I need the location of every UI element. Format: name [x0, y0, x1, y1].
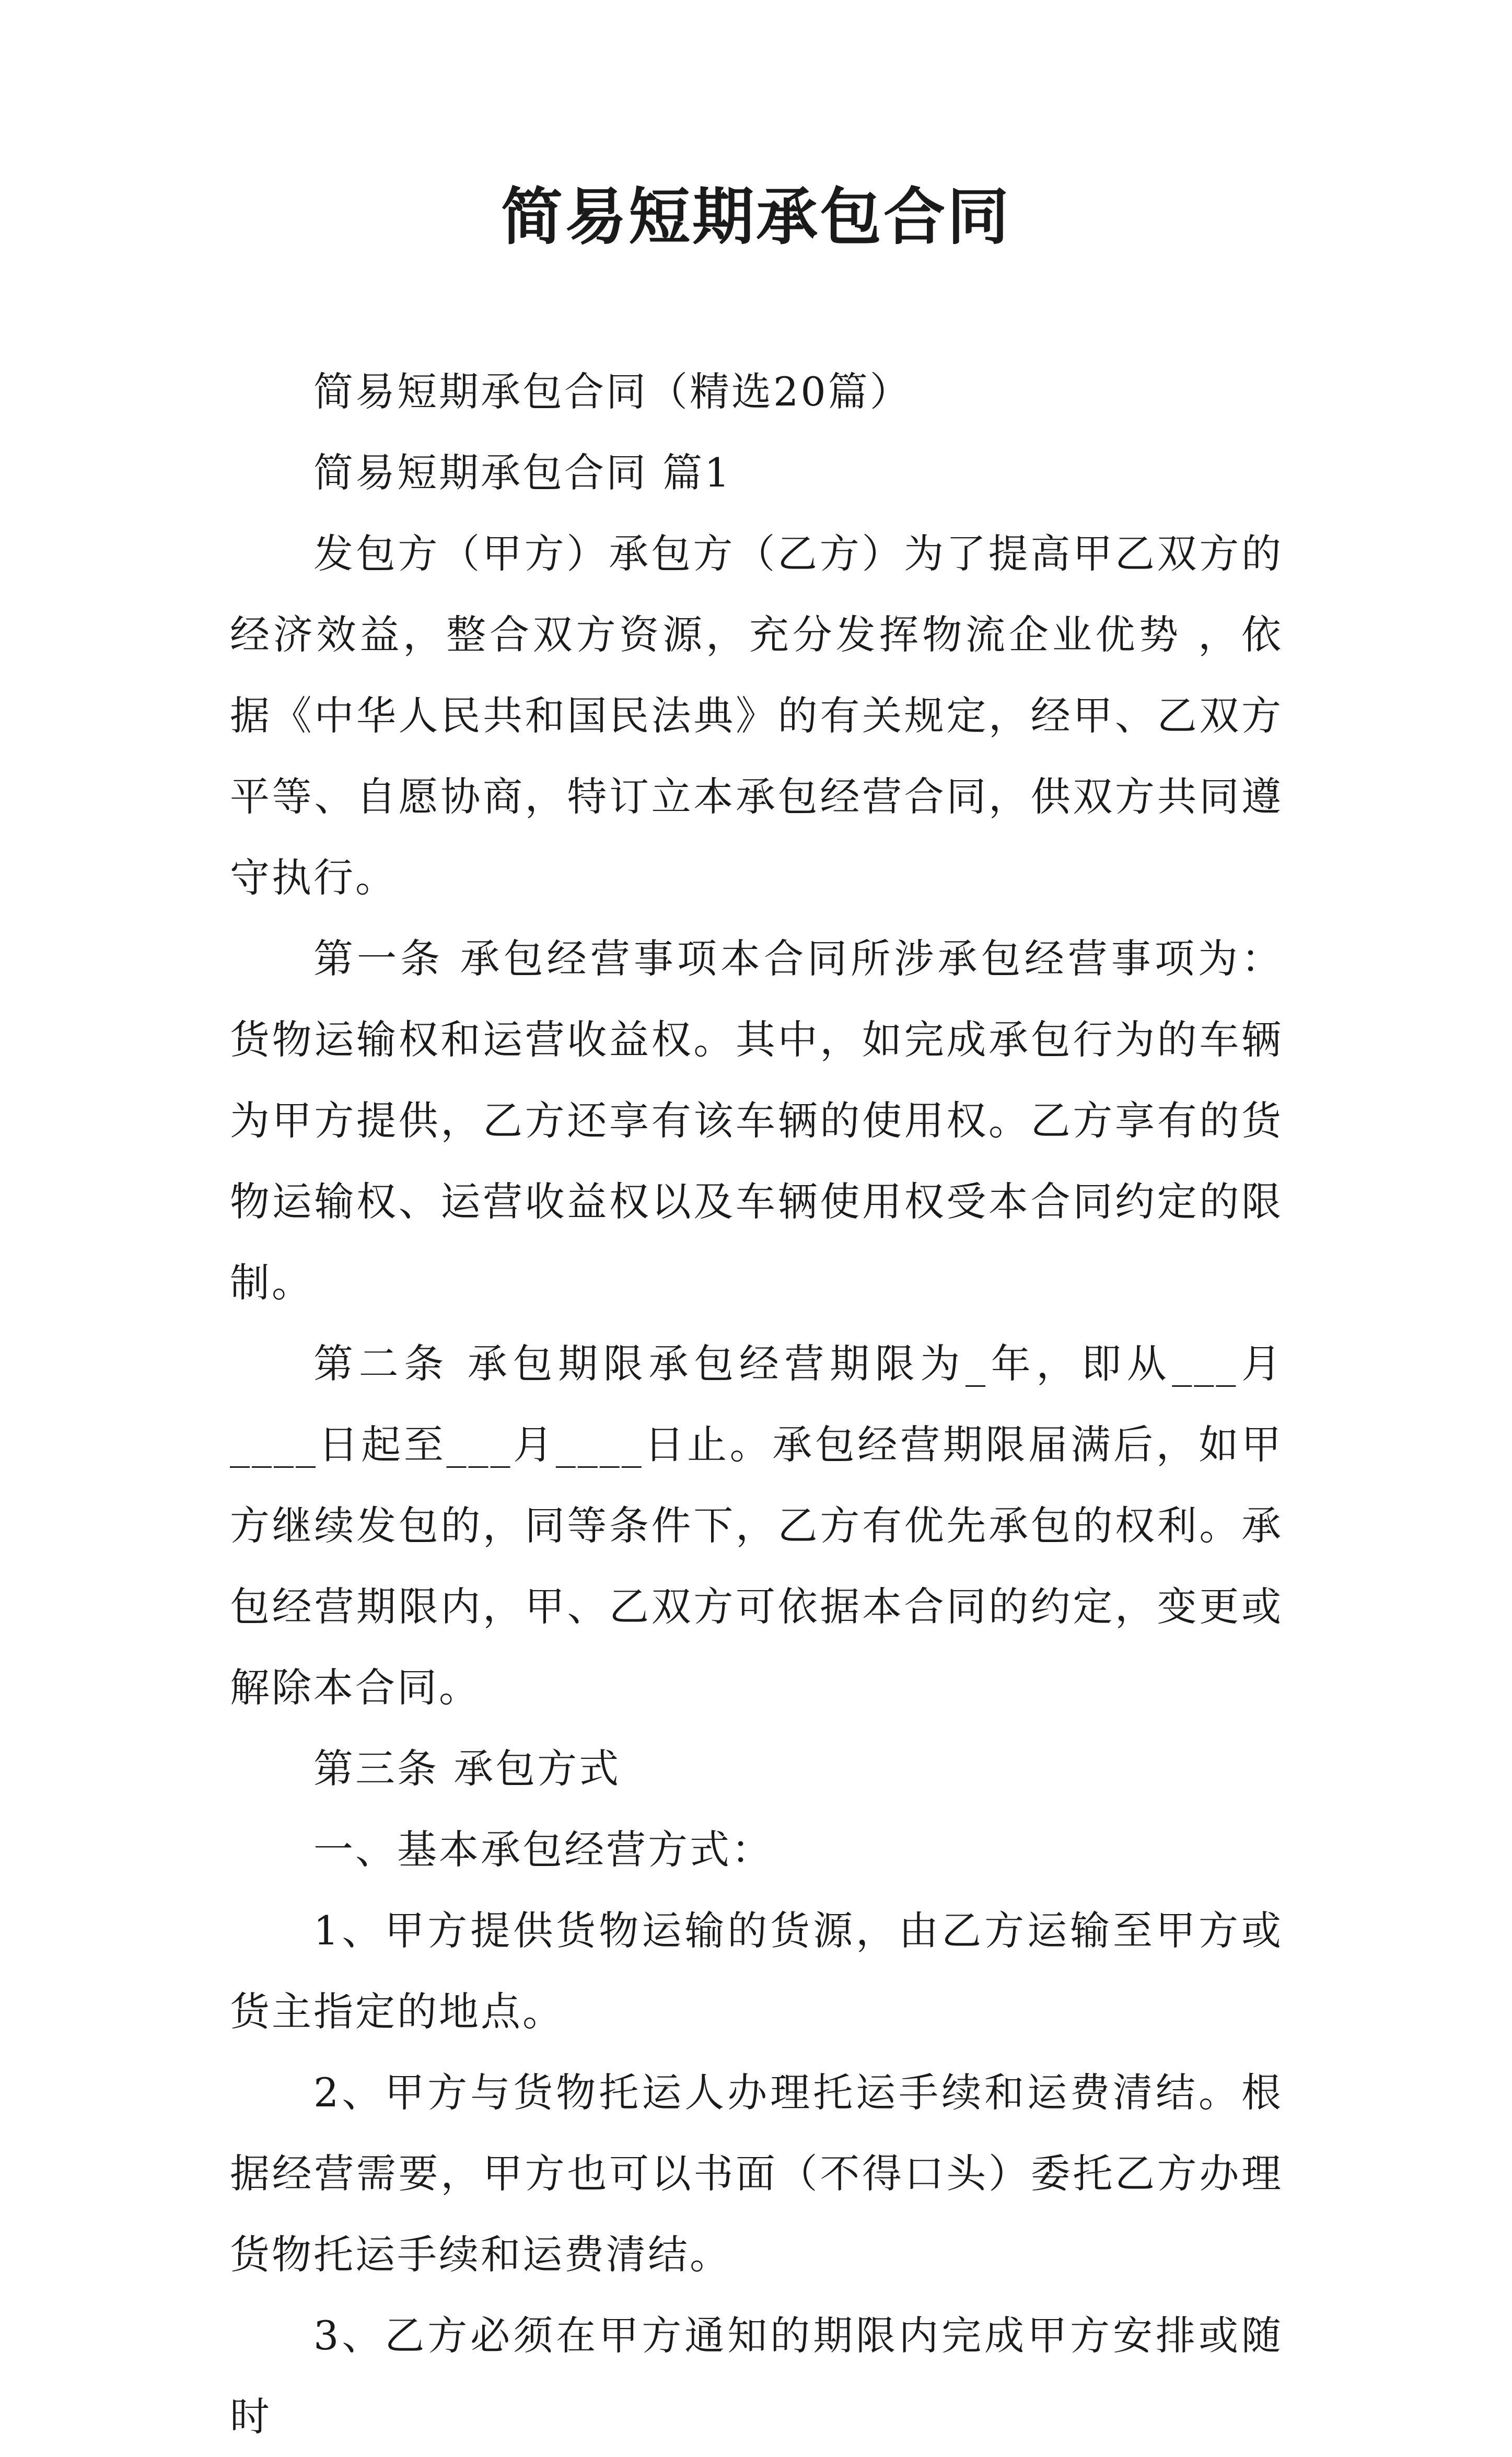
paragraph-item-3: 3、乙方必须在甲方通知的期限内完成甲方安排或随时	[230, 2312, 1283, 2440]
paragraph-article-3-heading: 第三条 承包方式	[313, 1745, 621, 1792]
paragraph-section-title: 简易短期承包合同 篇1	[313, 449, 732, 496]
paragraph-basic-method-heading: 一、基本承包经营方式：	[313, 1826, 773, 1873]
paragraph-preamble: 发包方（甲方）承包方（乙方）为了提高甲乙双方的经济效益，整合双方资源，充分发挥物流企业优势 ，依据《中华人民共和国民法典》的有关规定，经甲、乙双方平等、自愿协商，特订立本承包经营合同，供双方共同遵守执行。	[230, 530, 1283, 901]
paragraph-article-2: 第二条 承包期限承包经营期限为_年，即从___月____日起至___月____日止。承包经营期限届满后，如甲方继续发包的，同等条件下，乙方有优先承包的权利。承包经营期限内，甲、乙双方可依据本合同的约定，变更或解除本合同。	[230, 1340, 1283, 1711]
paragraph-item-2: 2、甲方与货物托运人办理托运手续和运费清结。根据经营需要，甲方也可以书面（不得口头）委托乙方办理货物托运手续和运费清结。	[230, 2069, 1283, 2278]
document-body	[230, 351, 1283, 2457]
paragraph-item-1: 1、甲方提供货物运输的货源，由乙方运输至甲方或货主指定的地点。	[230, 1907, 1283, 2035]
paragraph-article-1: 第一条 承包经营事项本合同所涉承包经营事项为：货物运输权和运营收益权。其中，如完成承包行为的车辆为甲方提供，乙方还享有该车辆的使用权。乙方享有的货物运输权、运营收益权以及车辆使用权受本合同约定的限制。	[230, 935, 1283, 1306]
paragraph-heading-selection: 简易短期承包合同（精选20篇）	[313, 368, 912, 415]
document-title: 简易短期承包合同	[501, 180, 1011, 253]
